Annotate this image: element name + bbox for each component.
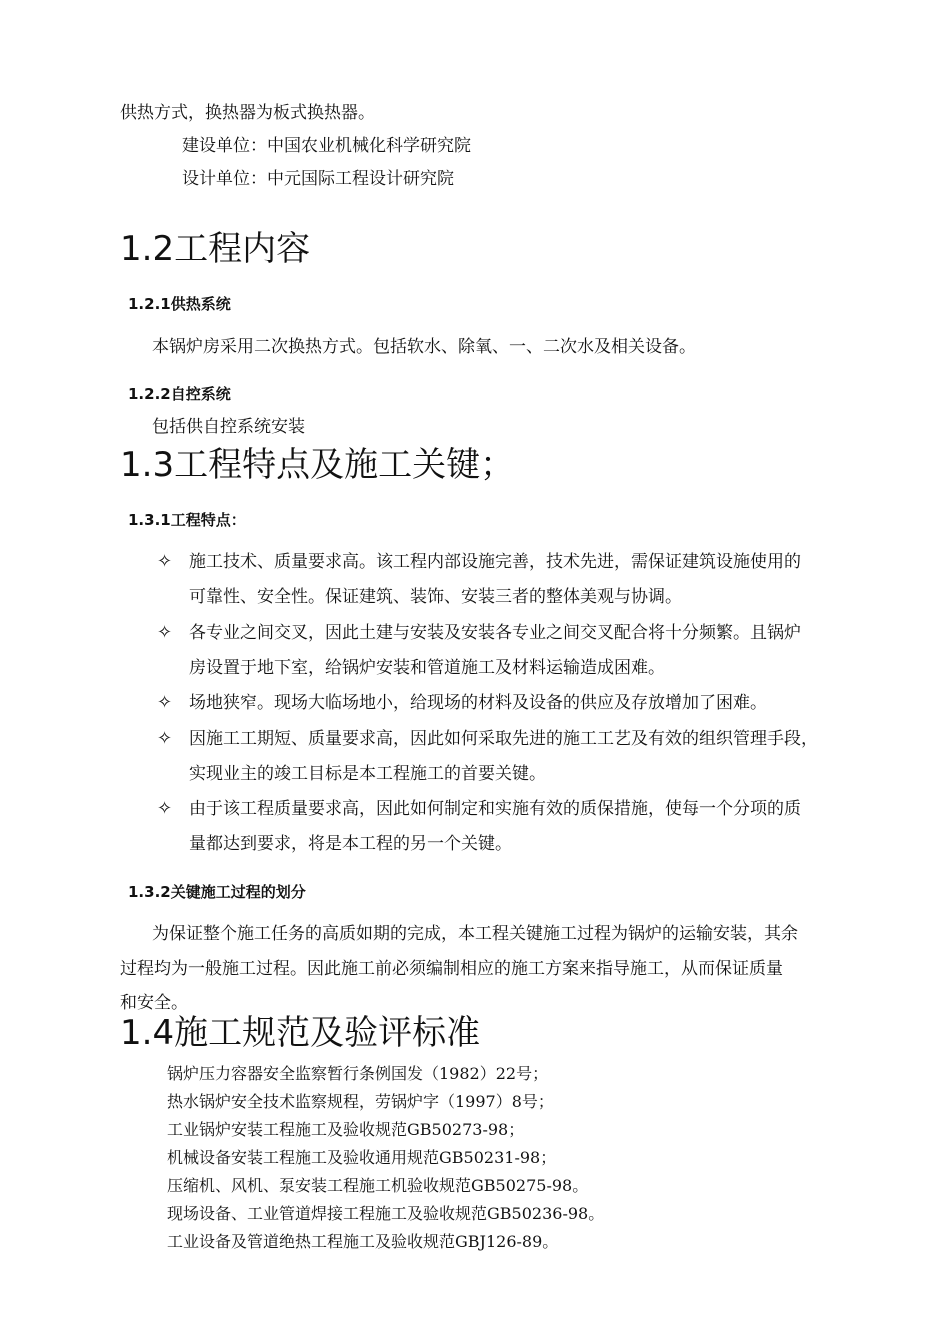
bullet-text: 房设置于地下室，给锅炉安装和管道施工及材料运输造成困难。 bbox=[189, 658, 665, 678]
paragraph-key-process: 为保证整个施工任务的高质如期的完成，本工程关键施工过程为锅炉的运输安装，其余 bbox=[152, 924, 798, 944]
paragraph-key-process: 和安全。 bbox=[120, 993, 188, 1013]
intro-line: 供热方式，换热器为板式换热器。 bbox=[120, 103, 375, 123]
designer-line: 设计单位：中元国际工程设计研究院 bbox=[182, 169, 454, 189]
standard-item: 压缩机、风机、泵安装工程施工机验收规范GB50275-98。 bbox=[167, 1176, 589, 1195]
bullet-icon: ✧ bbox=[157, 728, 173, 749]
bullet-text: 施工技术、质量要求高。该工程内部设施完善，技术先进，需保证建筑设施使用的 bbox=[189, 552, 801, 572]
heading-1-2: 1.2工程内容 bbox=[120, 229, 311, 269]
heading-1-2-1: 1.2.1供热系统 bbox=[128, 295, 231, 313]
heading-1-2-2: 1.2.2自控系统 bbox=[128, 385, 231, 403]
bullet-text: 因施工工期短、质量要求高，因此如何采取先进的施工工艺及有效的组织管理手段， bbox=[189, 729, 818, 749]
bullet-text: 各专业之间交叉，因此土建与安装及安装各专业之间交叉配合将十分频繁。且锅炉 bbox=[189, 623, 801, 643]
bullet-icon: ✧ bbox=[157, 798, 173, 819]
bullet-text: 由于该工程质量要求高，因此如何制定和实施有效的质保措施，使每一个分项的质 bbox=[189, 799, 801, 819]
bullet-text: 可靠性、安全性。保证建筑、装饰、安装三者的整体美观与协调。 bbox=[189, 587, 682, 607]
bullet-icon: ✧ bbox=[157, 622, 173, 643]
bullet-text: 量都达到要求，将是本工程的另一个关键。 bbox=[189, 834, 512, 854]
standard-item: 机械设备安装工程施工及验收通用规范GB50231-98； bbox=[167, 1148, 557, 1167]
standard-item: 锅炉压力容器安全监察暂行条例国发（1982）22号； bbox=[167, 1064, 549, 1083]
paragraph-control: 包括供自控系统安装 bbox=[152, 417, 305, 437]
bullet-text: 实现业主的竣工目标是本工程施工的首要关键。 bbox=[189, 764, 546, 784]
standard-item: 现场设备、工业管道焊接工程施工及验收规范GB50236-98。 bbox=[167, 1204, 605, 1223]
heading-1-4: 1.4施工规范及验评标准 bbox=[120, 1013, 481, 1053]
builder-line: 建设单位：中国农业机械化科学研究院 bbox=[182, 136, 471, 156]
heading-1-3-2: 1.3.2关键施工过程的划分 bbox=[128, 883, 306, 901]
paragraph-heating: 本锅炉房采用二次换热方式。包括软水、除氧、一、二次水及相关设备。 bbox=[152, 337, 696, 357]
heading-1-3: 1.3工程特点及施工关键； bbox=[120, 445, 515, 485]
heading-1-3-1: 1.3.1工程特点： bbox=[128, 511, 246, 529]
standard-item: 工业设备及管道绝热工程施工及验收规范GBJ126-89。 bbox=[167, 1232, 559, 1251]
standard-item: 热水锅炉安全技术监察规程，劳锅炉字（1997）8号； bbox=[167, 1092, 554, 1111]
bullet-text: 场地狭窄。现场大临场地小，给现场的材料及设备的供应及存放增加了困难。 bbox=[189, 693, 767, 713]
bullet-icon: ✧ bbox=[157, 551, 173, 572]
standard-item: 工业锅炉安装工程施工及验收规范GB50273-98； bbox=[167, 1120, 525, 1139]
paragraph-key-process: 过程均为一般施工过程。因此施工前必须编制相应的施工方案来指导施工，从而保证质量 bbox=[120, 959, 783, 979]
bullet-icon: ✧ bbox=[157, 692, 173, 713]
